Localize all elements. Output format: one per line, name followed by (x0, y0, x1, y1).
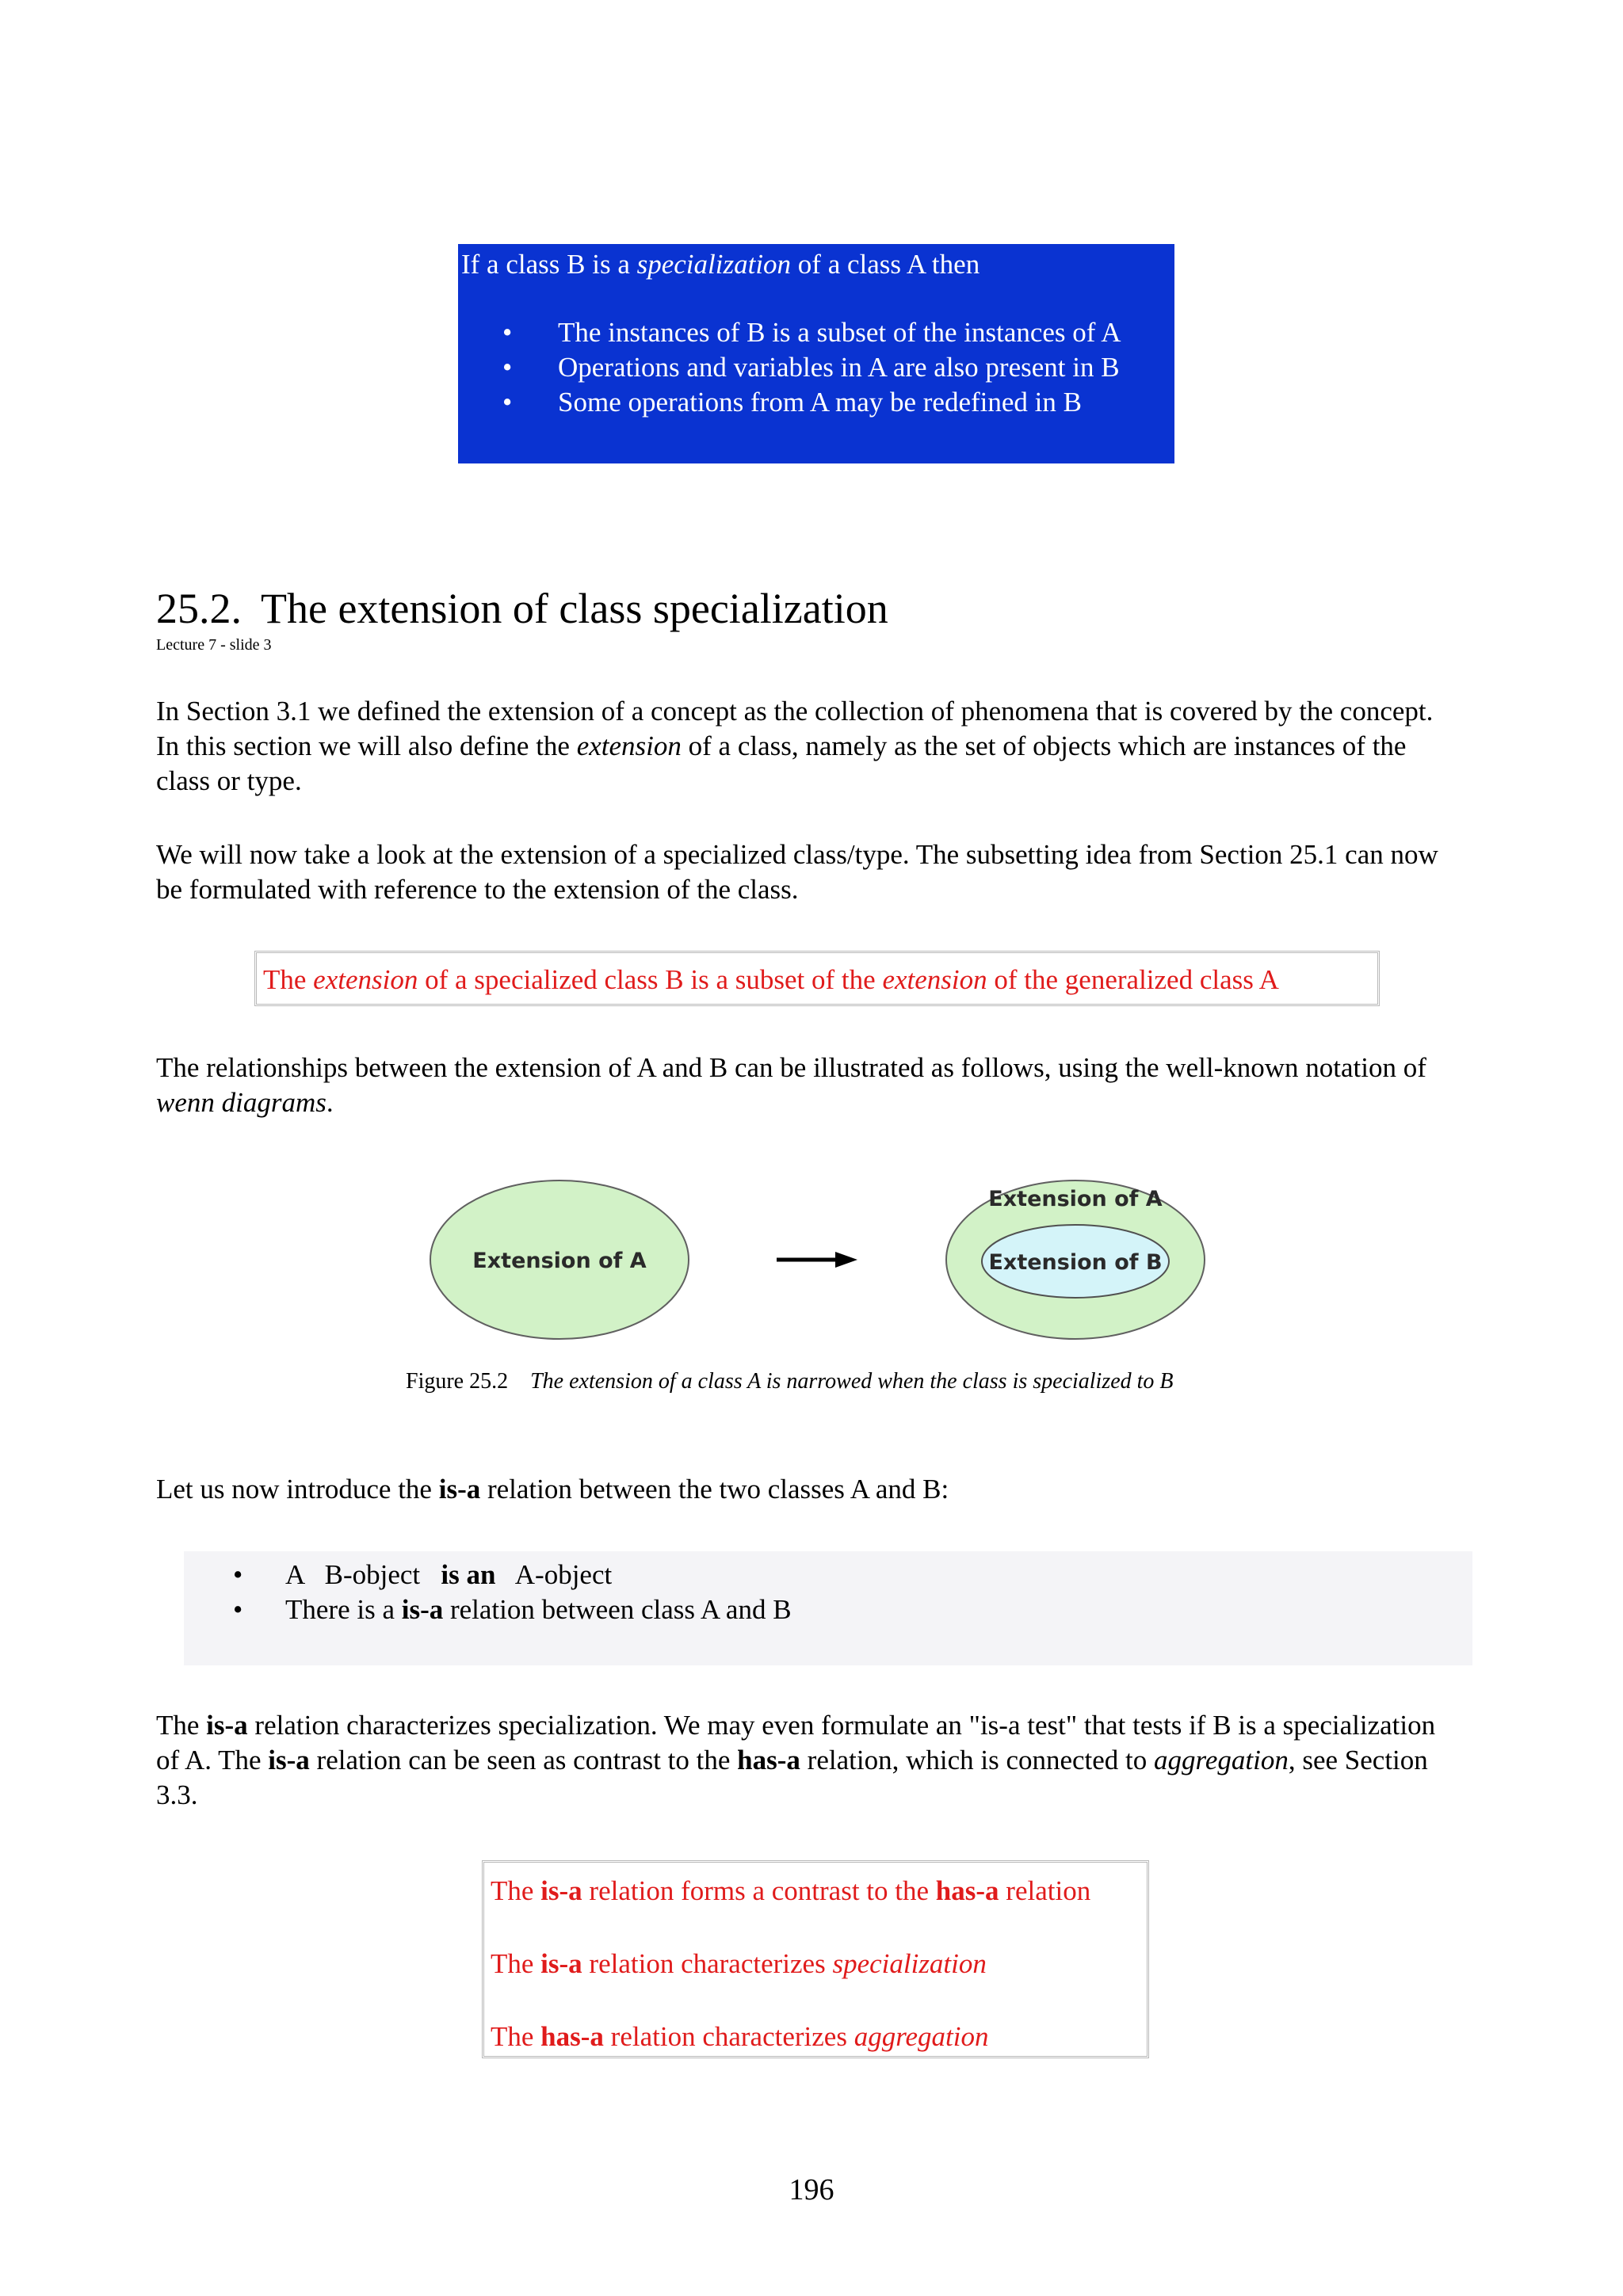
venn-diagram-figure (0, 1173, 1623, 1347)
paragraph-isa-characterizes: The is-a relation characterizes specialization. We may even formulate an "is-a test" that tests if B is a specialization of A. The is-a relation can be seen as contrast to the has-a relation, which is connected to aggregation, see Section 3.3. (156, 1710, 1436, 1810)
slide-bullet-list (461, 315, 1174, 420)
rule-line: The is-a relation characterizes specialization (491, 1948, 987, 1979)
isa-bullet-list (184, 1558, 1472, 1627)
rule-box-extension: The extension of a specialized class B is a subset of the extension of the generalized class A (254, 951, 1380, 1006)
section-heading (156, 583, 888, 634)
slide-summary-box (458, 244, 1174, 463)
isa-bullet: • There is a is-a relation between class A and B (285, 1592, 1472, 1627)
caption-text: The extension of a class A is narrowed when the class is specialized to B (530, 1369, 1174, 1394)
isa-slide-box (184, 1551, 1472, 1665)
rule-line: The is-a relation forms a contrast to the has-a relation (491, 1875, 1091, 1906)
section-title: The extension of class specialization (261, 585, 888, 632)
slide-intro: If a class B is a specialization of a class A then (461, 249, 980, 280)
caption-label: Figure 25.2 (406, 1369, 509, 1394)
paragraph-wenn-intro: The relationships between the extension of A and B can be illustrated as follows, using the well-known notation of wenn diagrams. (156, 1052, 1426, 1118)
extension-a-label: Extension of A (472, 1249, 647, 1273)
slide-bullet: • The instances of B is a subset of the instances of A (558, 315, 1174, 350)
isa-bullet: • A B-object is an A-object (285, 1558, 1472, 1592)
slide-bullet: • Operations and variables in A are also present in B (558, 350, 1174, 385)
rule-box-isa-hasa (482, 1860, 1149, 2058)
paragraph-extension-definition: In Section 3.1 we defined the extension of a concept as the collection of phenomena that is covered by the concept. In this section we will also define the extension of a class, namely as the set of objects which are instances of the class or type. (156, 696, 1434, 796)
section-number: 25.2. (156, 585, 242, 632)
outer-extension-a-label: Extension of A (988, 1187, 1163, 1211)
figure-caption (406, 1367, 1238, 1397)
paragraph-subsetting: We will now take a look at the extension of a specialized class/type. The subsetting idea from Section 25.1 can now be formulated with reference to the extension of the class. (156, 839, 1438, 905)
lecture-reference: Lecture 7 - slide 3 (156, 636, 272, 654)
paragraph-isa-intro: Let us now introduce the is-a relation between the two classes A and B: (156, 1474, 949, 1505)
inner-extension-b-label: Extension of B (988, 1250, 1163, 1275)
slide-bullet: • Some operations from A may be redefined in B (558, 385, 1174, 420)
page-number: 196 (789, 2173, 834, 2206)
arrow-icon (777, 1252, 857, 1268)
rule-line: The has-a relation characterizes aggregation (491, 2021, 989, 2052)
